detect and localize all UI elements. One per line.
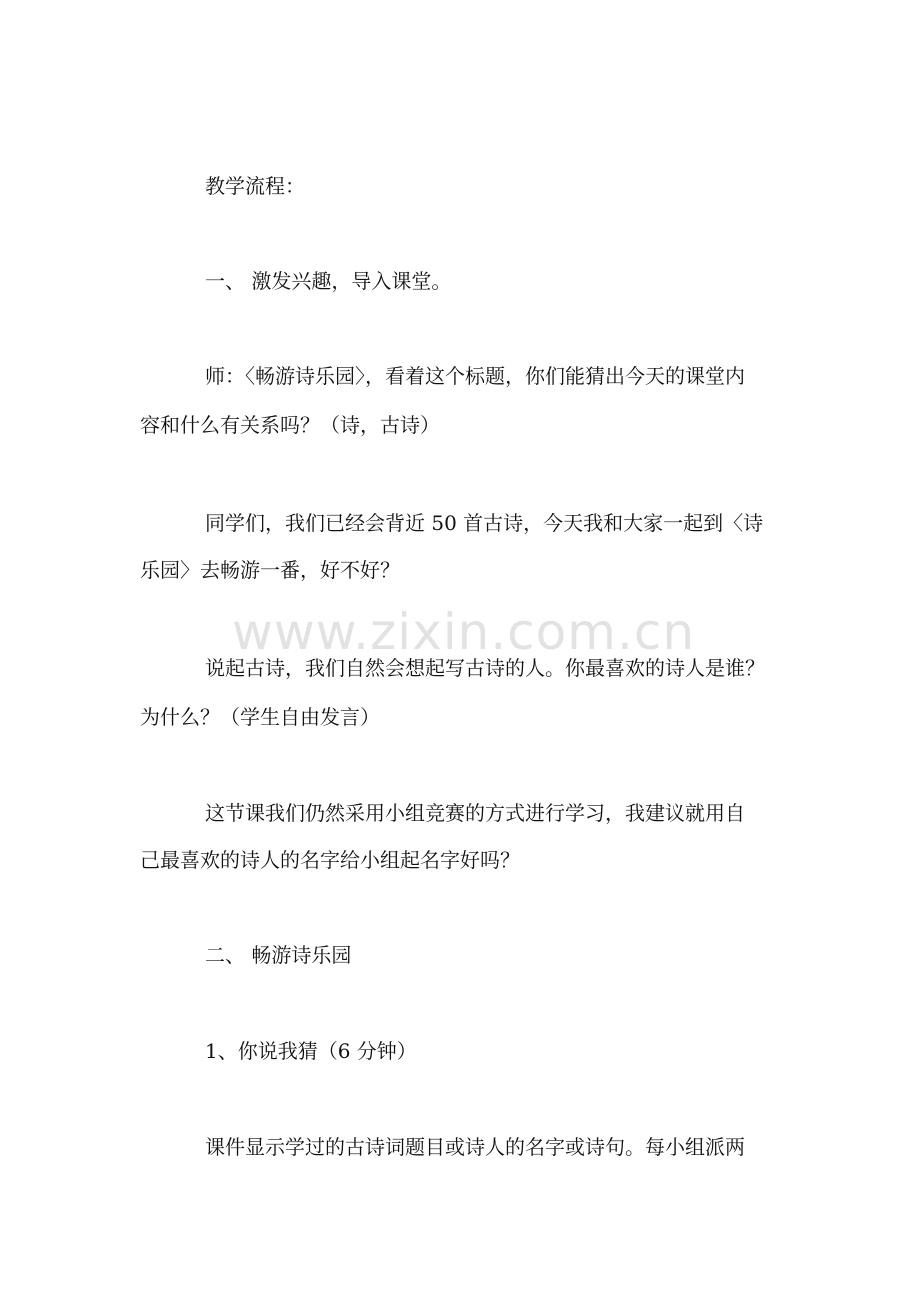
paragraph-1-line-1: 师：〈畅游诗乐园〉，看着这个标题，你们能猜出今天的课堂内 — [205, 364, 745, 388]
paragraph-3-line-2: 为什么？（学生自由发言） — [140, 705, 380, 729]
subsection-1-title: 1、你说我猜（6 分钟） — [205, 1039, 417, 1063]
watermark-text: www.zixin.com.cn — [232, 603, 696, 661]
paragraph-4-line-1: 这节课我们仍然采用小组竞赛的方式进行学习，我建议就用自 — [205, 801, 745, 825]
paragraph-3-line-1: 说起古诗，我们自然会想起写古诗的人。你最喜欢的诗人是谁？ — [205, 656, 765, 680]
paragraph-4-line-2: 己最喜欢的诗人的名字给小组起名字好吗？ — [140, 848, 520, 872]
paragraph-1-line-2: 容和什么有关系吗？（诗，古诗） — [140, 413, 440, 437]
section-two-title: 二、 畅游诗乐园 — [205, 943, 352, 967]
paragraph-2-line-1: 同学们，我们已经会背近 50 首古诗，今天我和大家一起到〈诗 — [205, 511, 764, 535]
paragraph-2-line-2: 乐园〉去畅游一番，好不好？ — [140, 558, 400, 582]
section-one-title: 一、 激发兴趣，导入课堂。 — [205, 269, 452, 293]
heading-teaching-process: 教学流程： — [205, 174, 305, 198]
paragraph-5-line-1: 课件显示学过的古诗词题目或诗人的名字或诗句。每小组派两 — [205, 1135, 745, 1159]
